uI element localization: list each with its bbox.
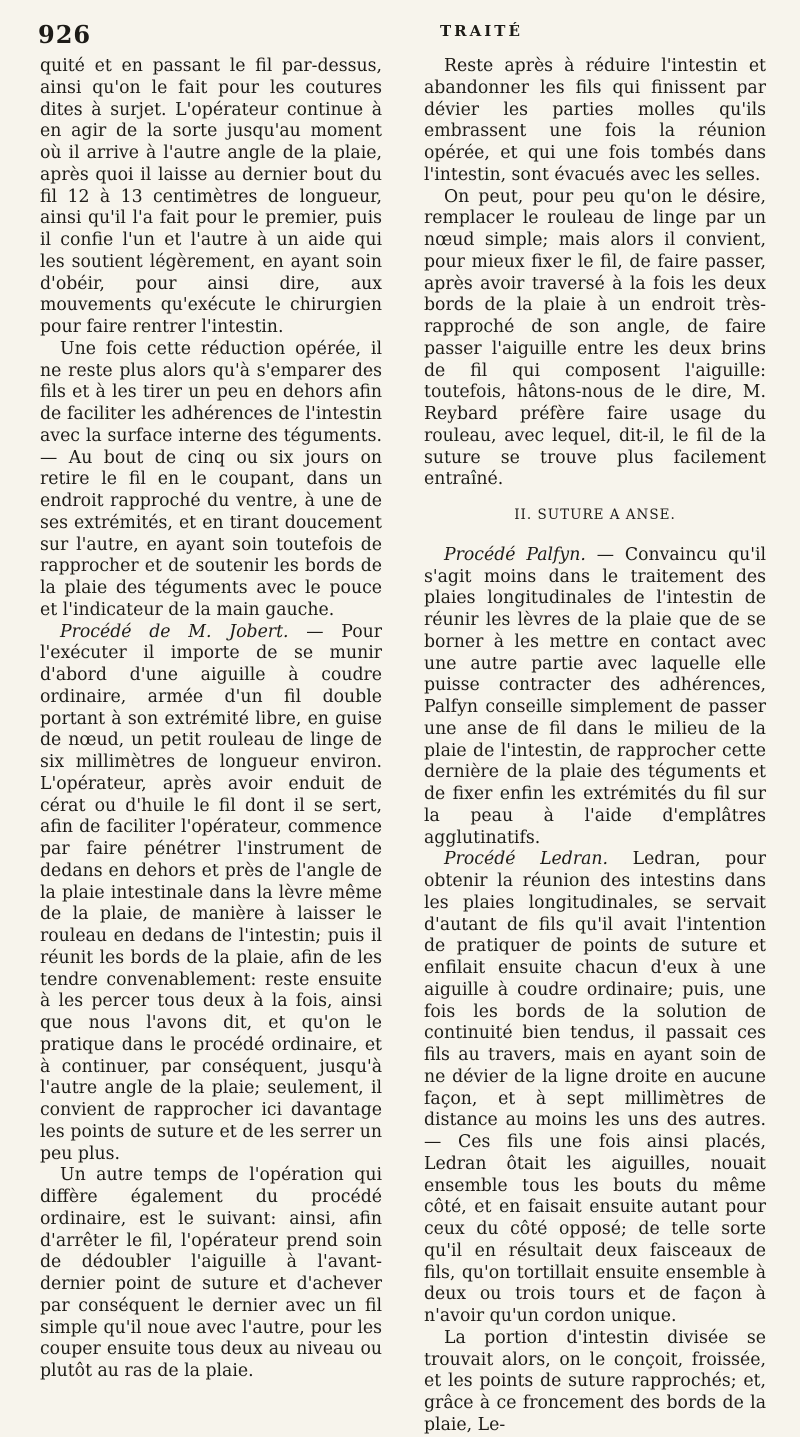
- right-paragraph-5: La portion d'intestin divisée se trouvait alors, on le conçoit, froissée, et les points de suture rapprochés; et, grâce à ce froncement des bords de la plaie, Le-: [424, 1327, 766, 1435]
- procedure-label-ledran: Procédé Ledran.: [444, 849, 609, 870]
- running-head: TRAITÉ: [440, 22, 523, 40]
- right-paragraph-3: [424, 545, 766, 850]
- left-paragraph-3: [40, 622, 382, 1166]
- procedure-label-jobert: Procédé de M. Jobert.: [60, 621, 289, 642]
- right-paragraph-1: Reste après à réduire l'intestin et abandonner les fils qui finissent par dévier les parties molles qu'ils embrassent une fois la réunion opérée, et qui une fois tombés dans l'intestin, sont évacués avec les selles.: [424, 56, 766, 185]
- right-paragraph-4: [424, 849, 766, 1328]
- procedure-text-palfyn: — Convaincu qu'il s'agit moins dans le traitement des plaies longitudinales de l'intestin de réunir les lèvres de la plaie que de se borner à les mettre en contact avec une autre partie avec laquelle elle puisse contracter des adhérences, Palfyn conseille simplement de passer une anse de fil dans le milieu de la plaie de l'intestin, de rapprocher cette dernière de la plaie des téguments et de fixer enfin les extrémités du fil sur la peau à l'aide d'emplâtres agglutinatifs.: [424, 544, 766, 848]
- right-column: [424, 56, 766, 1437]
- section-heading: II. SUTURE A ANSE.: [514, 507, 676, 523]
- left-paragraph-1: quité et en passant le fil par-dessus, ainsi qu'on le fait pour les coutures dites à surjet. L'opérateur continue à en agir de la sorte jusqu'au moment où il arrive à l'autre angle de la plaie, après quoi il laisse au dernier bout du fil 12 à 13 centimètres de longueur, ainsi qu'il l'a fait pour le premier, puis il confie l'un et l'autre à un aide qui les soutient légèrement, en ayant soin d'obéir, pour ainsi dire, aux mouvements qu'exécute le chirurgien pour faire rentrer l'intestin.: [40, 56, 382, 337]
- left-column: [40, 56, 382, 1383]
- left-paragraph-4: Un autre temps de l'opération qui diffère également du procédé ordinaire, est le suivant: ainsi, afin d'arrêter le fil, l'opérateur prend soin de dédoubler l'aiguille à l'avant-dernier point de suture et d'achever par conséquent le dernier avec un fil simple qu'il noue avec l'autre, pour les couper ensuite tous deux au niveau ou plutôt au ras de la plaie.: [40, 1165, 382, 1381]
- page-number: 926: [38, 20, 92, 49]
- procedure-text-jobert: — Pour l'exécuter il importe de se munir d'abord d'une aiguille à coudre ordinaire, armée d'un fil double portant à son extrémité libre, en guise de nœud, un petit rouleau de linge de six millimètres de longueur environ. L'opérateur, après avoir enduit de cérat ou d'huile le fil dont il se sert, afin de faciliter l'opérateur, commence par faire pénétrer l'instrument de dedans en dehors et près de l'angle de la plaie intestinale dans la lèvre même de la plaie, de manière à laisser le rouleau en dedans de l'intestin; puis il réunit les bords de la plaie, afin de les tendre convenablement: reste ensuite à les percer tous deux à la fois, ainsi que nous l'avons dit, et qu'on le pratique dans le procédé ordinaire, et à continuer, par conséquent, jusqu'à l'autre angle de la plaie; seulement, il convient de rapprocher ici davantage les points de suture et de les serrer un peu plus.: [40, 621, 383, 1164]
- left-paragraph-2: Une fois cette réduction opérée, il ne reste plus alors qu'à s'emparer des fils et à les tirer un peu en dehors afin de faciliter les adhérences de l'intestin avec la surface interne des téguments. — Au bout de cinq ou six jours on retire le fil en le coupant, dans un endroit rapproché du ventre, à une de ses extrémités, et en tirant doucement sur l'autre, en ayant soin toutefois de rapprocher et de soutenir les bords de la plaie des téguments avec le pouce et l'indicateur de la main gauche.: [40, 338, 382, 620]
- procedure-text-ledran: Ledran, pour obtenir la réunion des intestins dans les plaies longitudinales, se servait d'autant de fils qu'il avait l'intention de pratiquer de points de suture et enfilait ensuite chacun d'eux à une aiguille à coudre ordinaire; puis, une fois les bords de la solution de continuité bien tendus, il passait ces fils au travers, mais en ayant soin de ne dévier de la ligne droite en aucune façon, et à sept millimètres de distance au moins les uns des autres. — Ces fils une fois ainsi placés, Ledran ôtait les aiguilles, nouait ensemble tous les bouts du même côté, et en faisait ensuite autant pour ceux du côté opposé; de telle sorte qu'il en résultait deux faisceaux de fils, qu'on tortillait ensuite ensemble à deux ou trois tours et de façon à n'avoir qu'un cordon unique.: [424, 849, 766, 1326]
- right-paragraph-2: On peut, pour peu qu'on le désire, remplacer le rouleau de linge par un nœud simple; mais alors il convient, pour mieux fixer le fil, de faire passer, après avoir traversé à la fois les deux bords de la plaie à un endroit très-rapproché de son angle, de faire passer l'aiguille entre les deux brins de fil qui composent l'aiguille: toutefois, hâtons-nous de le dire, M. Reybard préfère faire usage du rouleau, avec lequel, dit-il, le fil de la suture se trouve plus facilement entraîné.: [424, 186, 766, 490]
- procedure-label-palfyn: Procédé Palfyn.: [444, 544, 586, 565]
